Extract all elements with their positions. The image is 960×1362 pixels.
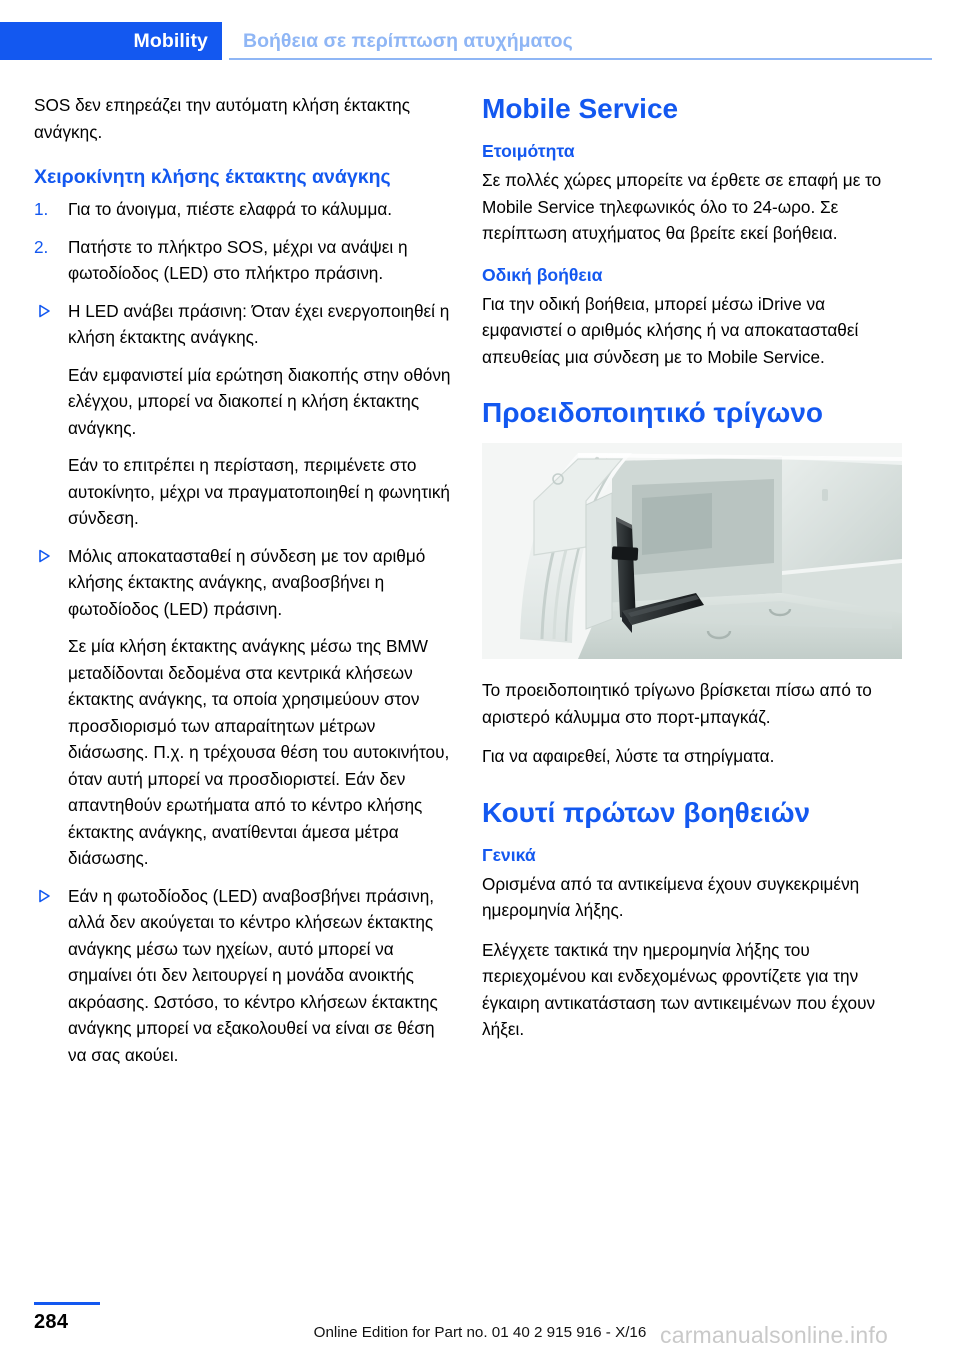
triangle-bullet-icon	[37, 304, 51, 318]
list-item	[34, 234, 454, 287]
heading-mobile-service: Mobile Service	[482, 93, 679, 124]
triangle-bullet-icon	[37, 889, 51, 903]
general-paragraph: Ορισμένα από τα αντικείμενα έχουν συγκεκριμένη ημερομηνία λήξης.	[482, 873, 860, 920]
footer-divider	[34, 1302, 100, 1305]
step-text: Για το άνοιγμα, πιέστε ελαφρά το κάλυμμα.	[68, 199, 393, 219]
heading-warning-triangle: Προειδοποιητικό τρίγωνο	[482, 397, 824, 428]
road-assistance-paragraph: Για την οδική βοήθεια, μπορεί μέσω iDrive να εμφανιστεί ο αριθμός κλήσης ή να αποκατασταθεί απευθείας μια σύνδεση με το Mobile Service.	[482, 293, 859, 367]
section-title: Βοήθεια σε περίπτωση ατυχήματος	[243, 30, 573, 52]
page-number: 284	[34, 1311, 69, 1333]
left-column	[34, 92, 454, 1079]
heading-first-aid-kit: Κουτί πρώτων βοηθειών	[482, 796, 811, 828]
readiness-paragraph: Σε πολλές χώρες μπορείτε να έρθετε σε επαφή με το Mobile Service τηλεφωνικός όλο το 24-ωρο. Σε περίπτωση ατυχήματος θα βρείτε εκεί βοήθεια.	[482, 170, 882, 243]
warning-triangle-figure	[482, 443, 902, 659]
step-text: Πατήστε το πλήκτρο SOS, μέχρι να ανάψει η φωτοδίοδος (LED) στο πλήκτρο πράσινη.	[68, 236, 408, 283]
list-item	[34, 883, 454, 1069]
list-item	[34, 298, 454, 532]
page-header	[0, 22, 960, 60]
heading-readiness: Ετοιμότητα	[482, 141, 575, 161]
numbered-steps-list	[34, 196, 454, 287]
triangle-bullet-list	[34, 298, 454, 1069]
chapter-tab: Mobility	[0, 22, 222, 60]
warning-triangle-paragraph: Για να αφαιρεθεί, λύστε τα στηρίγματα.	[482, 746, 775, 766]
warning-triangle-paragraph: Το προειδοποιητικό τρίγωνο βρίσκεται πίσω από το αριστερό κάλυμμα στο πορτ-μπαγκάζ.	[482, 680, 872, 727]
trunk-illustration-icon	[482, 443, 902, 659]
triangle-bullet-icon	[37, 549, 51, 563]
heading-road-assistance: Οδική βοήθεια	[482, 264, 603, 285]
continuation-paragraph: Σε μία κλήση έκτακτης ανάγκης μέσω της BMW μεταδίδονται δεδομένα στα κεντρικά κλήσεων έκτακτης ανάγκης, τα οποία χρησιμεύουν στον προσδιορισμό των απαραίτητων μέτρων διάσωσης. Π.χ. η τρέχουσα θέση του αυτοκινήτου, όταν αυτή μπορεί να προσδιοριστεί. Εάν δεν απαντηθούν ερωτήματα από το κέντρο κλήσης έκτακτης ανάγκης, ανατίθενται άμεσα μέτρα διάσωσης.	[68, 636, 450, 868]
bullet-text: Μόλις αποκατασταθεί η σύνδεση με τον αριθμό κλήσης έκτακτης ανάγκης, αναβοσβήνει η φωτοδίοδος (LED) πράσινη.	[68, 545, 426, 619]
general-paragraph: Ελέγχετε τακτικά την ημερομηνία λήξης του περιεχομένου και ενδεχομένως φροντίζετε για την έγκαιρη αντικατάσταση των αντικειμένων που έχουν λήξει.	[482, 939, 876, 1039]
bullet-text: Εάν η φωτοδίοδος (LED) αναβοσβήνει πράσινη, αλλά δεν ακούγεται το κέντρο κλήσεων έκτακτης ανάγκης μέσω των ηχείων, αυτό μπορεί να σημαίνει ότι δεν λειτουργεί η μονάδα ανοικτής ακρόασης. Ωστόσο, το κέντρο κλήσεων έκτακτης ανάγκης μπορεί να εξακολουθεί να είναι σε θέση να σας ακούει.	[68, 885, 438, 1065]
intro-paragraph: SOS δεν επηρεάζει την αυτόματη κλήση έκτακτης ανάγκης.	[34, 95, 410, 142]
step-number: 2.	[34, 236, 49, 257]
right-column	[482, 92, 902, 1043]
bullet-text: Η LED ανάβει πράσινη: Όταν έχει ενεργοποιηθεί η κλήση έκτακτης ανάγκης.	[68, 300, 450, 347]
list-item	[34, 196, 454, 223]
step-number: 1.	[34, 199, 49, 219]
header-divider	[229, 58, 932, 60]
list-item	[34, 543, 454, 872]
heading-general: Γενικά	[482, 844, 536, 865]
heading-manual-emergency-call: Χειροκίνητη κλήσης έκτακτης ανάγκης	[34, 166, 391, 188]
continuation-paragraph: Εάν εμφανιστεί μία ερώτηση διακοπής στην οθόνη ελέγχου, μπορεί να διακοπεί η κλήση έκτακτης ανάγκης.	[68, 364, 451, 438]
watermark: carmanualsonline.info	[660, 1322, 888, 1348]
edition-note: Online Edition for Part no. 01 40 2 915 916 - X/16	[313, 1324, 647, 1341]
continuation-paragraph: Εάν το επιτρέπει η περίσταση, περιμένετε στο αυτοκίνητο, μέχρι να πραγματοποιηθεί η φωνητική σύνδεση.	[68, 455, 450, 528]
